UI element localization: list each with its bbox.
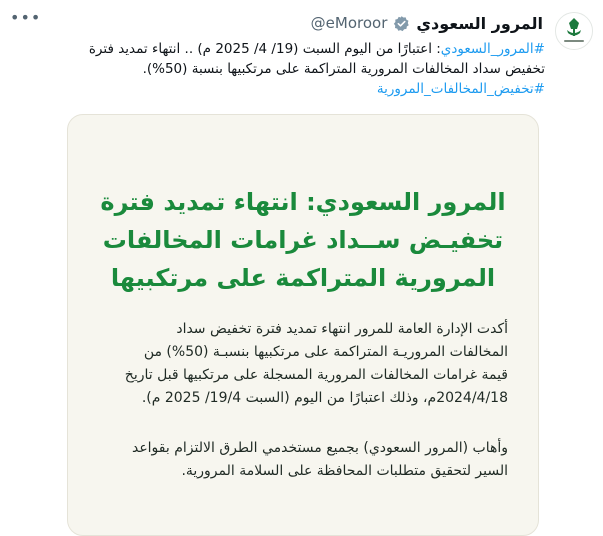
card-paragraph-line: وأهاب (المرور السعودي) بجميع مستخدمي الطرق الالتزام بقواعد xyxy=(131,440,508,456)
tweet-header xyxy=(40,11,543,35)
display-name[interactable]: المرور السعودي xyxy=(416,13,543,33)
moroor-logo-icon xyxy=(556,13,592,49)
tweet-line-2 xyxy=(40,59,545,79)
tweet-media-image[interactable] xyxy=(67,114,539,536)
tweet-text-segment: : اعتبارًا من اليوم السبت (19/ 4/ 2025 م) .. انتهاء تمديد فترة xyxy=(88,41,441,57)
card-paragraph-line: 2024/4/18م، وذلك اعتبارًا من اليوم (السبت 19/4/ 2025 م). xyxy=(141,390,508,406)
tweet-line-1 xyxy=(40,39,545,59)
card-paragraph-2 xyxy=(98,437,508,483)
card-paragraph-line: أكدت الإدارة العامة للمرور انتهاء تمديد فترة تخفيض سداد xyxy=(176,321,508,337)
tweet-line-3 xyxy=(40,79,545,99)
more-options-button[interactable] xyxy=(10,8,42,28)
ellipsis-icon: ••• xyxy=(10,8,42,27)
card-paragraph-line: قيمة غرامات المخالفات المرورية المسجلة على مرتكبيها قبل تاريخ xyxy=(124,367,508,383)
card-title-line: المرور السعودي: انتهاء تمديد فترة xyxy=(100,188,506,216)
verified-badge-icon xyxy=(393,15,410,32)
card-title-line: المرورية المتراكمة على مرتكبيها xyxy=(110,264,496,292)
hashtag-link[interactable]: #المرور_السعودي xyxy=(440,41,545,57)
card-paragraph-line: السير لتحقيق متطلبات المحافظة على السلامة المرورية. xyxy=(181,463,508,479)
avatar[interactable] xyxy=(555,12,593,50)
tweet-text xyxy=(40,39,545,99)
card-paragraph-1 xyxy=(98,318,508,410)
author-handle[interactable]: @eMoroor xyxy=(310,14,388,32)
card-title xyxy=(68,183,538,297)
card-paragraph-line: المخالفات المروريـة المتراكمة على مرتكبيها بنسبـة (50%) من xyxy=(143,344,508,360)
hashtag-link[interactable]: #تخفيض_المخالفات_المرورية xyxy=(376,81,545,97)
card-title-line: تخفيـض ســداد غرامات المخالفات xyxy=(102,226,504,254)
tweet-text-segment: تخفيض سداد المخالفات المرورية المتراكمة على مرتكبيها بنسبة (50%). xyxy=(142,61,545,77)
